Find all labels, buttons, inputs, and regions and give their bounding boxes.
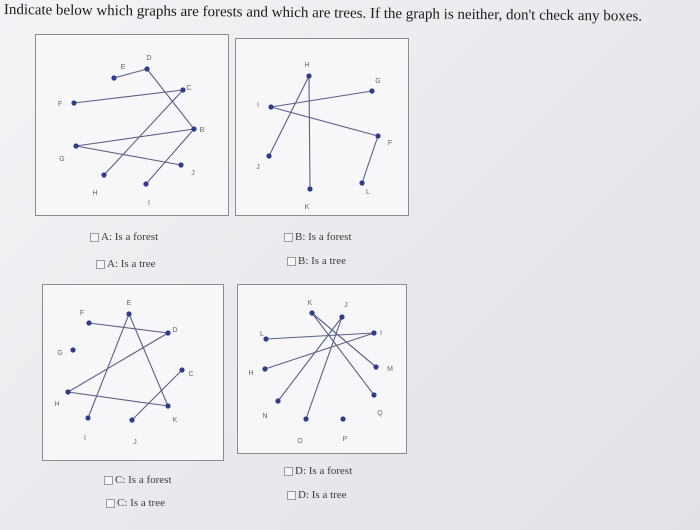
graph-c-vertex-label-K: K (172, 417, 178, 424)
graph-a-vertex-label-F: F (57, 101, 63, 108)
graph-c-vertex-label-F: F (79, 310, 85, 317)
checkbox-d-tree[interactable] (287, 491, 296, 500)
graph-a-edge-D-B (147, 69, 194, 129)
graph-c-vertex-label-J: J (133, 439, 137, 446)
option-d-tree-label: D: Is a tree (298, 489, 347, 501)
graph-b-vertex-label-L: L (366, 189, 370, 196)
option-b-forest[interactable] (284, 231, 352, 243)
checkbox-a-tree[interactable] (96, 260, 105, 269)
graph-b-edge-I-F (271, 107, 378, 136)
option-b-tree-label: B: Is a tree (298, 255, 346, 267)
option-a-forest[interactable] (90, 231, 158, 243)
graph-c-vertex-I (85, 415, 90, 420)
graph-b-vertex-H (306, 73, 311, 78)
graph-d-vertex-I (371, 330, 376, 335)
option-c-tree-label: C: Is a tree (117, 497, 165, 509)
graph-d-vertex-label-O: O (297, 438, 303, 445)
graph-a-vertex-label-J: J (191, 170, 195, 177)
graph-d-vertex-label-P: P (342, 436, 348, 443)
graph-a-vertex-label-E: E (120, 64, 126, 71)
graph-a-vertex-B (191, 126, 196, 131)
checkbox-b-forest[interactable] (284, 233, 293, 242)
graph-a-edge-E-D (114, 69, 147, 78)
graph-d-vertex-Q (371, 392, 376, 397)
graph-b-panel (235, 38, 409, 216)
option-c-tree[interactable] (106, 497, 165, 509)
graph-c-edge-J-C (132, 370, 182, 420)
graph-d-vertex-O (303, 416, 308, 421)
option-a-tree[interactable] (96, 258, 156, 270)
graph-d-vertex-label-I: I (380, 330, 382, 337)
graph-a-vertex-label-B: B (199, 127, 205, 134)
graph-a-panel (35, 34, 229, 216)
graph-d-vertex-L (263, 336, 268, 341)
graph-c-vertex-F (86, 320, 91, 325)
graph-c-edge-E-I (88, 314, 129, 418)
graph-d-vertex-label-Q: Q (377, 410, 383, 417)
option-c-forest[interactable] (104, 474, 172, 486)
option-a-tree-label: A: Is a tree (107, 258, 156, 270)
option-a-forest-label: A: Is a forest (101, 231, 159, 243)
graph-a-vertex-label-H: H (92, 190, 98, 197)
graph-d-vertex-label-N: N (262, 413, 268, 420)
graph-c-vertex-label-G: G (57, 350, 63, 357)
checkbox-c-tree[interactable] (106, 499, 115, 508)
graph-b-vertex-label-J: J (256, 164, 260, 171)
graph-a-vertex-J (178, 162, 183, 167)
option-c-forest-label: C: Is a forest (115, 474, 172, 486)
graph-c-edge-E-K (129, 314, 168, 406)
graph-c-vertex-K (165, 403, 170, 408)
graph-b-vertex-J (266, 153, 271, 158)
graph-b-vertex-label-F: F (387, 140, 393, 147)
graph-d-vertex-label-H: H (248, 370, 254, 377)
graph-c-svg (43, 285, 223, 460)
graph-a-vertex-F (71, 100, 76, 105)
graph-d-edge-M-K (312, 313, 376, 367)
graph-a-edge-B-G (76, 129, 194, 146)
graph-d-vertex-M (373, 364, 378, 369)
graph-d-vertex-N (275, 398, 280, 403)
graph-d-vertex-label-J: J (344, 302, 348, 309)
graph-c-vertex-C (179, 367, 184, 372)
graph-d-edge-J-O (306, 317, 342, 419)
graph-c-vertex-G (70, 347, 75, 352)
graph-c-vertex-D (165, 330, 170, 335)
graph-a-edge-F-C (74, 90, 183, 103)
graph-c-vertex-label-I: I (84, 435, 86, 442)
graph-b-edge-F-L (362, 136, 378, 183)
graph-a-vertex-label-D: D (146, 55, 152, 62)
graph-d-vertex-H (262, 366, 267, 371)
graph-b-vertex-I (268, 104, 273, 109)
option-b-forest-label: B: Is a forest (295, 231, 352, 243)
graph-c-vertex-label-D: D (172, 327, 178, 334)
graph-a-svg (36, 35, 228, 215)
checkbox-d-forest[interactable] (284, 467, 293, 476)
graph-a-vertex-label-I: I (148, 200, 150, 207)
graph-d-panel (237, 284, 407, 454)
graph-b-vertex-label-G: G (375, 78, 381, 85)
graph-a-vertex-E (111, 75, 116, 80)
graph-d-vertex-label-L: L (260, 331, 264, 338)
graph-c-vertex-J (129, 417, 134, 422)
graph-d-vertex-K (309, 310, 314, 315)
graph-c-vertex-label-E: E (126, 300, 132, 307)
graph-a-vertex-label-C: C (186, 85, 192, 92)
graph-b-vertex-K (307, 186, 312, 191)
graph-c-vertex-label-H: H (54, 401, 60, 408)
graph-d-vertex-label-K: K (307, 300, 313, 307)
graph-d-edge-K-Q (312, 313, 374, 395)
graph-a-vertex-I (143, 181, 148, 186)
graph-b-edge-H-K (309, 76, 310, 189)
option-d-forest-label: D: Is a forest (295, 465, 353, 477)
graph-b-vertex-label-K: K (304, 204, 310, 211)
graph-b-svg (236, 39, 408, 215)
graph-a-vertex-H (101, 172, 106, 177)
option-d-tree[interactable] (287, 489, 347, 501)
graph-a-vertex-D (144, 66, 149, 71)
graph-c-vertex-H (65, 389, 70, 394)
graph-c-edge-F-D (89, 323, 168, 333)
graph-d-vertex-label-M: M (387, 366, 393, 373)
graph-c-vertex-E (126, 311, 131, 316)
graph-c-panel (42, 284, 224, 461)
graph-b-edge-I-G (271, 91, 372, 107)
graph-b-vertex-F (375, 133, 380, 138)
graph-a-vertex-C (180, 87, 185, 92)
graph-a-edge-B-I (146, 129, 194, 184)
graph-b-vertex-label-I: I (257, 102, 259, 109)
checkbox-a-forest[interactable] (90, 233, 99, 242)
option-b-tree[interactable] (287, 255, 346, 267)
graph-d-svg (238, 285, 406, 453)
option-d-forest[interactable] (284, 465, 352, 477)
checkbox-c-forest[interactable] (104, 476, 113, 485)
graph-d-vertex-J (339, 314, 344, 319)
graph-a-vertex-label-G: G (59, 156, 65, 163)
graph-b-vertex-G (369, 88, 374, 93)
checkbox-b-tree[interactable] (287, 257, 296, 266)
graph-d-vertex-P (340, 416, 345, 421)
graph-a-vertex-G (73, 143, 78, 148)
graph-b-vertex-label-H: H (304, 62, 310, 69)
graph-c-vertex-label-C: C (188, 371, 194, 378)
graph-b-vertex-L (359, 180, 364, 185)
instruction-text: Indicate below which graphs are forests and which are trees. If the graph is neither, don't check any boxes. (3, 2, 643, 25)
